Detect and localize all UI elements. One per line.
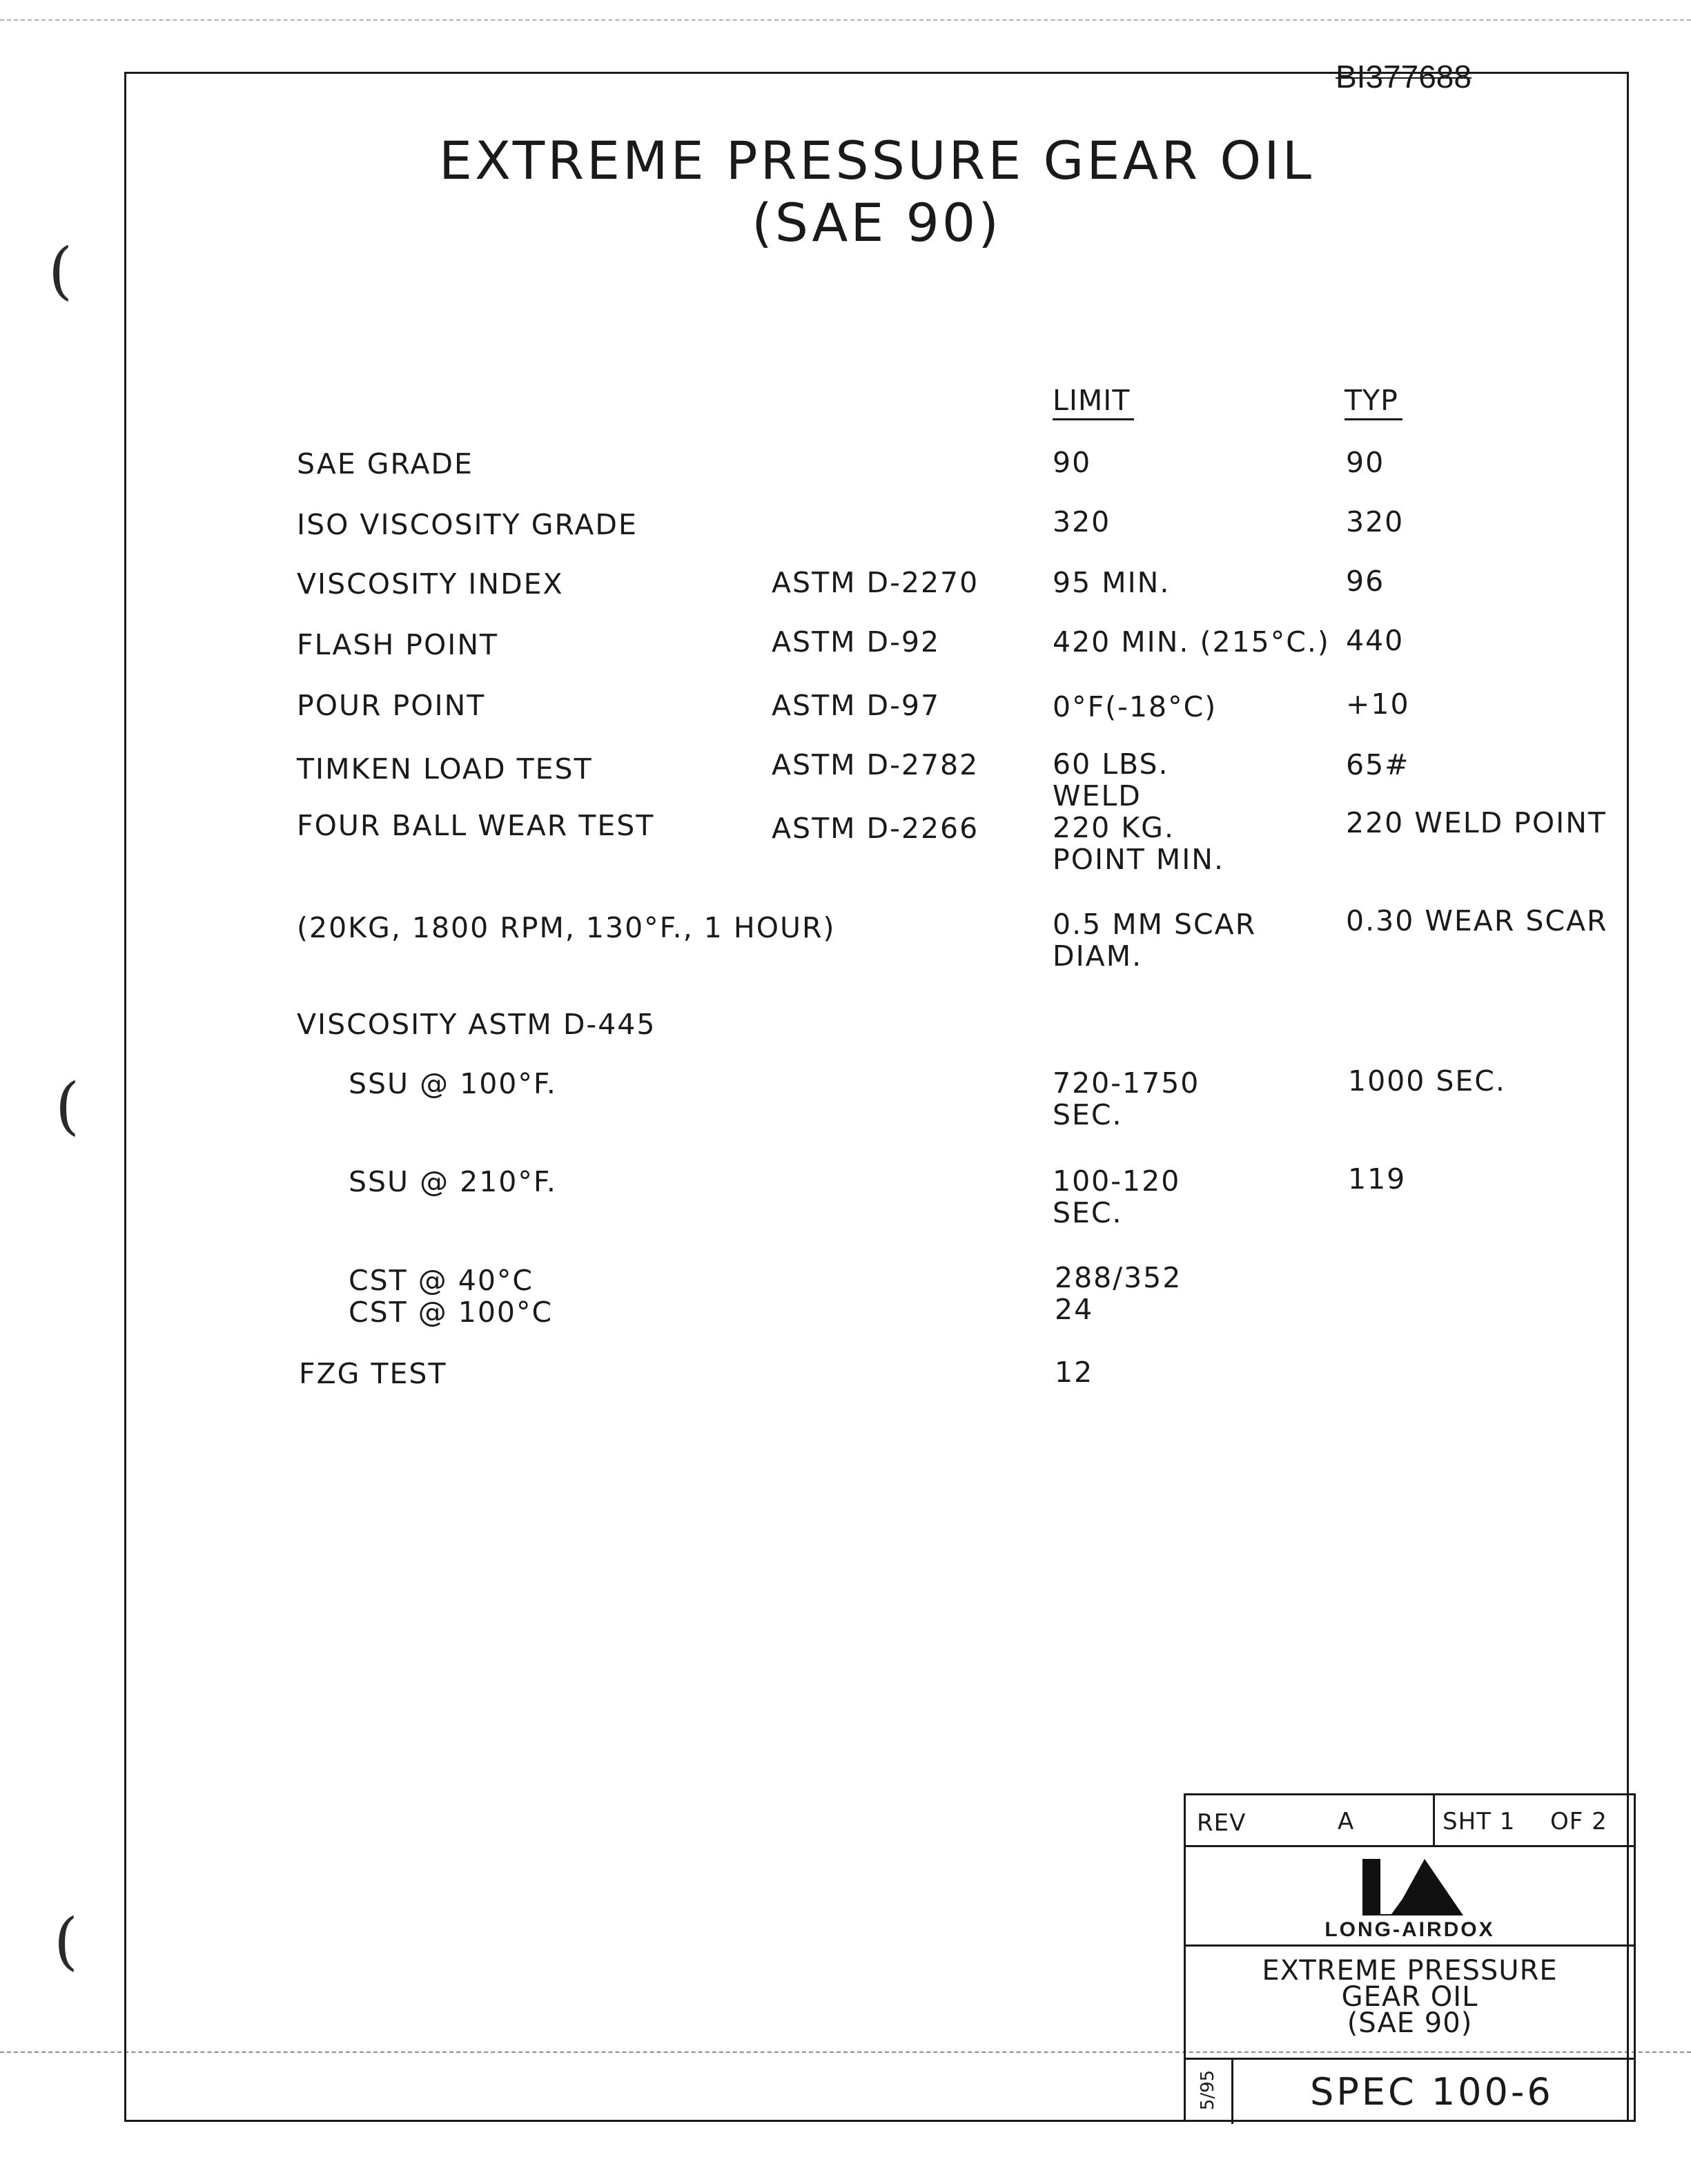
spec-typ: 1000 SEC. xyxy=(1348,1064,1506,1098)
document-id: BI377688 xyxy=(1336,59,1472,95)
column-header-typ: TYP xyxy=(1345,384,1402,420)
spec-typ: 96 xyxy=(1346,565,1385,598)
spec-limit: 0°F(-18°C) xyxy=(1053,690,1218,723)
spec-limit: 288/352 24 xyxy=(1055,1261,1182,1326)
spec-typ: 119 xyxy=(1348,1162,1407,1196)
page-title-line1: EXTREME PRESSURE GEAR OIL xyxy=(439,130,1314,191)
spec-label: SAE GRADE xyxy=(297,447,473,480)
spec-label: (20KG, 1800 RPM, 130°F., 1 HOUR) xyxy=(297,911,836,944)
revision-date: 5/95 xyxy=(1198,2069,1218,2111)
rev-value: A xyxy=(1338,1808,1355,1835)
spec-limit: 420 MIN. (215°C.) xyxy=(1053,625,1330,659)
spec-label: CST @ 40°C CST @ 100°C xyxy=(349,1264,554,1329)
spec-limit: 90 xyxy=(1053,446,1092,479)
spec-limit: 100-120 SEC. xyxy=(1053,1164,1181,1229)
page-title-line2: (SAE 90) xyxy=(752,192,1001,253)
binder-hole-mark: ( xyxy=(55,1070,80,1142)
spec-typ: 65# xyxy=(1346,748,1410,781)
spec-method: ASTM D-92 xyxy=(772,625,941,659)
spec-label: VISCOSITY ASTM D-445 xyxy=(297,1008,656,1041)
column-header-limit: LIMIT xyxy=(1053,384,1134,420)
binder-hole-mark: ( xyxy=(54,1905,79,1978)
company-name: LONG-AIRDOX xyxy=(1325,1918,1495,1941)
spec-limit: 220 KG. POINT MIN. xyxy=(1053,811,1225,876)
spec-method: ASTM D-2266 xyxy=(772,812,979,845)
title-block xyxy=(1184,1793,1636,2122)
spec-typ: 320 xyxy=(1346,505,1405,538)
spec-method: ASTM D-97 xyxy=(772,689,941,722)
sheet-number: SHT 1 xyxy=(1443,1808,1516,1835)
spec-number: SPEC 100-6 xyxy=(1310,2070,1554,2114)
spec-typ: 440 xyxy=(1346,624,1405,657)
title-block-title-line3: (SAE 90) xyxy=(1347,2007,1473,2039)
spec-method: ASTM D-2270 xyxy=(772,566,979,599)
binder-hole-mark: ( xyxy=(48,235,73,307)
spec-typ: 90 xyxy=(1346,446,1385,479)
spec-label: SSU @ 100°F. xyxy=(349,1067,557,1100)
spec-label: ISO VISCOSITY GRADE xyxy=(297,508,638,541)
spec-limit: 320 xyxy=(1053,505,1111,538)
spec-typ: 220 WELD POINT xyxy=(1346,806,1607,839)
spec-label: POUR POINT xyxy=(297,689,486,722)
spec-label: VISCOSITY INDEX xyxy=(297,567,564,601)
scan-artifact-top xyxy=(0,19,1691,21)
spec-label: FZG TEST xyxy=(299,1357,447,1390)
spec-typ: 0.30 WEAR SCAR xyxy=(1346,904,1608,937)
spec-limit: 720-1750 SEC. xyxy=(1053,1066,1200,1131)
spec-label: SSU @ 210°F. xyxy=(349,1165,557,1198)
spec-label: FLASH POINT xyxy=(297,628,499,661)
spec-limit: 0.5 MM SCAR DIAM. xyxy=(1053,908,1257,973)
company-logo-icon xyxy=(1358,1856,1469,1918)
spec-label: TIMKEN LOAD TEST xyxy=(297,752,593,786)
spec-method: ASTM D-2782 xyxy=(772,748,979,781)
spec-limit: 60 LBS. WELD xyxy=(1053,748,1169,812)
spec-limit: 12 xyxy=(1055,1356,1094,1389)
sheet-total: OF 2 xyxy=(1550,1808,1607,1835)
spec-label: FOUR BALL WEAR TEST xyxy=(297,809,655,842)
rev-label: REV xyxy=(1197,1809,1247,1837)
spec-typ: +10 xyxy=(1346,688,1410,721)
title-block-title-line1: EXTREME PRESSURE xyxy=(1262,1955,1558,1987)
spec-limit: 95 MIN. xyxy=(1053,566,1171,599)
title-block-title-line2: GEAR OIL xyxy=(1341,1981,1478,2013)
